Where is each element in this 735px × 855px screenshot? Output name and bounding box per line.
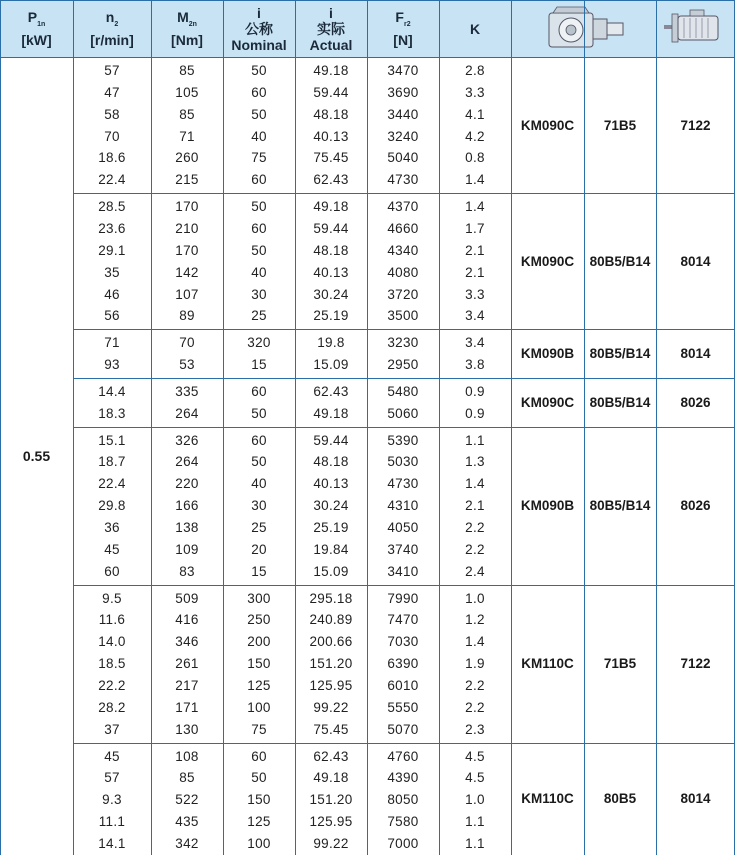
table-cell: 15.09: [313, 357, 349, 373]
gearbox-model: KM110C: [521, 791, 574, 807]
table-cell: 48.18: [313, 454, 349, 470]
table-cell: 23.6: [98, 220, 126, 236]
table-cell: 14.0: [98, 634, 126, 650]
group-divider: [511, 585, 735, 586]
table-cell: 2.2: [465, 677, 485, 693]
table-cell: 2950: [387, 357, 419, 373]
motor-flange: 71B5: [603, 656, 637, 672]
table-cell: 46: [104, 286, 120, 302]
table-cell: 2.1: [465, 264, 485, 280]
table-cell: 4310: [387, 498, 419, 514]
table-cell: 4730: [387, 476, 419, 492]
motor-code: 7122: [680, 117, 711, 133]
table-cell: 2.2: [465, 541, 485, 557]
motor-code: 7122: [680, 656, 711, 672]
table-cell: 6390: [387, 656, 419, 672]
table-cell: 40.13: [313, 128, 349, 144]
motor-code: 8026: [680, 394, 711, 410]
table-cell: 9.5: [102, 590, 122, 606]
table-cell: 5030: [387, 454, 419, 470]
table-cell: 18.5: [98, 656, 126, 672]
gearbox-model: KM090B: [520, 498, 575, 514]
motor-code: 8014: [680, 253, 711, 269]
table-cell: 4370: [387, 199, 419, 215]
table-cell: 57: [104, 770, 120, 786]
table-cell: 171: [175, 699, 199, 715]
group-divider: [511, 743, 735, 744]
table-cell: 166: [175, 498, 199, 514]
motor-code: 8014: [680, 346, 711, 362]
motor-flange: 71B5: [603, 117, 637, 133]
table-cell: 71: [104, 335, 120, 351]
column-divider: [0, 0, 1, 855]
table-cell: 125.95: [309, 814, 353, 830]
table-cell: 56: [104, 308, 120, 324]
table-cell: 29.1: [98, 242, 126, 258]
column-divider: [151, 0, 152, 855]
table-cell: 3410: [387, 563, 419, 579]
table-cell: 220: [175, 476, 199, 492]
table-cell: 320: [247, 335, 271, 351]
table-cell: 15.09: [313, 563, 349, 579]
table-cell: 109: [175, 541, 199, 557]
table-cell: 264: [175, 405, 199, 421]
table-cell: 25.19: [313, 520, 349, 535]
gearbox-model: KM090B: [520, 346, 575, 362]
table-cell: 6010: [387, 677, 419, 693]
table-cell: 22.2: [98, 677, 126, 693]
group-divider: [511, 378, 735, 379]
table-cell: 342: [175, 835, 199, 851]
column-divider: [295, 0, 296, 855]
header-output-speed: $n_2$ [r/min]: [90, 8, 134, 49]
table-cell: 2.2: [465, 699, 485, 715]
table-cell: 3.3: [465, 84, 485, 100]
table-cell: 50: [251, 242, 267, 258]
table-cell: 7580: [387, 814, 419, 830]
table-cell: 3440: [387, 106, 419, 122]
table-cell: 37: [104, 721, 120, 737]
table-cell: 1.4: [465, 199, 485, 215]
table-cell: 210: [175, 220, 199, 236]
table-cell: 75: [251, 721, 267, 737]
table-cell: 150: [247, 656, 271, 672]
table-cell: 50: [251, 454, 267, 470]
column-divider: [511, 0, 512, 855]
table-cell: 75: [251, 150, 267, 166]
table-cell: 40: [251, 128, 267, 144]
table-cell: 49.18: [313, 770, 349, 786]
table-cell: 1.0: [465, 590, 485, 606]
motor-flange: 80B5: [603, 791, 637, 807]
header-output-torque: $M_{2n}$ [Nm]: [171, 8, 203, 49]
gearbox-model: KM110C: [521, 656, 574, 672]
table-cell: 4340: [387, 242, 419, 258]
table-cell: 7000: [387, 835, 419, 851]
table-cell: 100: [247, 835, 271, 851]
table-cell: 85: [179, 106, 195, 122]
table-cell: 5040: [387, 150, 419, 166]
table-cell: 3.8: [465, 357, 485, 373]
table-cell: 5390: [387, 432, 419, 448]
table-cell: 2.3: [465, 721, 485, 737]
table-cell: 22.4: [98, 172, 126, 188]
table-cell: 3720: [387, 286, 419, 302]
power-value: 0.55: [22, 448, 51, 464]
table-cell: 25: [251, 520, 267, 535]
group-divider: [73, 427, 511, 428]
table-cell: 3.4: [465, 335, 485, 351]
table-cell: 4660: [387, 220, 419, 236]
table-cell: 1.3: [465, 454, 485, 470]
motor-flange: 80B5/B14: [589, 346, 651, 362]
table-cell: 142: [175, 264, 199, 280]
table-cell: 3.3: [465, 286, 485, 302]
table-cell: 99.22: [313, 835, 349, 851]
table-cell: 30: [251, 286, 267, 302]
table-cell: 30: [251, 498, 267, 514]
table-cell: 75.45: [313, 150, 349, 166]
table-cell: 60: [251, 748, 267, 764]
table-cell: 1.2: [465, 612, 485, 628]
table-cell: 40: [251, 264, 267, 280]
table-cell: 59.44: [313, 84, 349, 100]
column-divider: [367, 0, 368, 855]
table-cell: 22.4: [98, 476, 126, 492]
table-cell: 11.1: [98, 814, 126, 830]
gearbox-model: KM090C: [520, 253, 575, 269]
table-cell: 4050: [387, 520, 419, 535]
table-cell: 138: [175, 520, 199, 535]
table-cell: 40: [251, 476, 267, 492]
table-cell: 2.4: [465, 563, 485, 579]
group-divider: [511, 427, 735, 428]
table-cell: 25.19: [313, 308, 349, 324]
table-cell: 1.7: [465, 220, 485, 236]
table-cell: 260: [175, 150, 199, 166]
table-cell: 125: [247, 814, 271, 830]
table-cell: 5070: [387, 721, 419, 737]
header-radial-load: $F_{r2}$ [N]: [393, 8, 413, 49]
table-cell: 0.9: [465, 405, 485, 421]
table-cell: 62.43: [313, 748, 349, 764]
table-cell: 509: [175, 590, 199, 606]
table-cell: 217: [175, 677, 199, 693]
table-cell: 9.3: [102, 792, 122, 808]
table-cell: 29.8: [98, 498, 126, 514]
group-divider: [511, 193, 735, 194]
table-cell: 30.24: [313, 498, 349, 514]
motor-code: 8014: [680, 791, 711, 807]
table-cell: 8050: [387, 792, 419, 808]
table-cell: 3.4: [465, 308, 485, 324]
table-cell: 45: [104, 748, 120, 764]
table-cell: 11.6: [98, 612, 126, 628]
table-cell: 4.5: [465, 748, 485, 764]
motor-code: 8026: [680, 498, 711, 514]
motor-flange: 80B5/B14: [589, 394, 651, 410]
table-cell: 5550: [387, 699, 419, 715]
table-cell: 83: [179, 563, 195, 579]
table-cell: 107: [175, 286, 199, 302]
table-cell: 25: [251, 308, 267, 324]
table-cell: 53: [179, 357, 195, 373]
table-cell: 49.18: [313, 405, 349, 421]
table-cell: 47: [104, 84, 120, 100]
table-cell: 105: [175, 84, 199, 100]
table-cell: 3240: [387, 128, 419, 144]
table-cell: 89: [179, 308, 195, 324]
group-divider: [73, 378, 511, 379]
table-cell: 28.2: [98, 699, 126, 715]
table-cell: 3500: [387, 308, 419, 324]
table-cell: 60: [251, 220, 267, 236]
table-cell: 3740: [387, 541, 419, 557]
table-cell: 49.18: [313, 63, 349, 78]
table-cell: 71: [179, 128, 195, 144]
table-cell: 215: [175, 172, 199, 188]
table-cell: 62.43: [313, 172, 349, 188]
table-cell: 36: [104, 520, 120, 535]
table-cell: 50: [251, 770, 267, 786]
table-cell: 35: [104, 264, 120, 280]
table-cell: 7990: [387, 590, 419, 606]
table-cell: 1.4: [465, 476, 485, 492]
table-cell: 151.20: [309, 656, 353, 672]
table-cell: 19.8: [317, 335, 345, 351]
motor-flange: 80B5/B14: [589, 498, 651, 514]
table-cell: 3690: [387, 84, 419, 100]
table-cell: 70: [104, 128, 120, 144]
motor-flange: 80B5/B14: [589, 253, 651, 269]
table-cell: 522: [175, 792, 199, 808]
table-cell: 50: [251, 63, 267, 78]
table-cell: 3230: [387, 335, 419, 351]
column-divider: [73, 0, 74, 855]
table-cell: 416: [175, 612, 199, 628]
table-cell: 300: [247, 590, 271, 606]
table-cell: 170: [175, 199, 199, 215]
table-cell: 1.9: [465, 656, 485, 672]
table-cell: 18.7: [98, 454, 126, 470]
table-cell: 14.1: [98, 835, 126, 851]
table-cell: 15.1: [98, 432, 126, 448]
table-cell: 60: [251, 383, 267, 399]
table-cell: 150: [247, 792, 271, 808]
gearbox-model: KM090C: [520, 117, 575, 133]
table-cell: 1.4: [465, 172, 485, 188]
table-cell: 0.8: [465, 150, 485, 166]
table-cell: 15: [251, 357, 267, 373]
table-cell: 108: [175, 748, 199, 764]
header-power: $P_{1n}$ [kW]: [21, 8, 52, 49]
group-divider: [511, 329, 735, 330]
table-cell: 7030: [387, 634, 419, 650]
table-cell: 50: [251, 106, 267, 122]
table-cell: 346: [175, 634, 199, 650]
table-cell: 18.6: [98, 150, 126, 166]
table-cell: 1.0: [465, 792, 485, 808]
table-cell: 60: [251, 84, 267, 100]
table-cell: 1.1: [465, 432, 485, 448]
table-cell: 60: [251, 432, 267, 448]
table-cell: 4760: [387, 748, 419, 764]
table-cell: 48.18: [313, 242, 349, 258]
table-cell: 200: [247, 634, 271, 650]
table-cell: 1.4: [465, 634, 485, 650]
table-cell: 1.1: [465, 835, 485, 851]
table-cell: 14.4: [98, 383, 126, 399]
table-cell: 20: [251, 541, 267, 557]
gearbox-model: KM090C: [520, 394, 575, 410]
table-cell: 28.5: [98, 199, 126, 215]
table-cell: 2.2: [465, 520, 485, 535]
group-divider: [73, 329, 511, 330]
worm-gearbox-icon: [515, 4, 651, 52]
table-cell: 60: [251, 172, 267, 188]
table-cell: 62.43: [313, 383, 349, 399]
table-cell: 40.13: [313, 264, 349, 280]
table-cell: 2.1: [465, 498, 485, 514]
group-divider: [73, 743, 511, 744]
column-divider: [584, 0, 585, 855]
table-cell: 125.95: [309, 677, 353, 693]
table-cell: 0.9: [465, 383, 485, 399]
electric-motor-icon: [658, 4, 730, 52]
table-cell: 59.44: [313, 220, 349, 236]
table-cell: 57: [104, 63, 120, 78]
table-cell: 200.66: [309, 634, 353, 650]
table-cell: 2.8: [465, 63, 485, 78]
table-cell: 7470: [387, 612, 419, 628]
table-cell: 45: [104, 541, 120, 557]
table-cell: 5480: [387, 383, 419, 399]
table-cell: 4.5: [465, 770, 485, 786]
column-divider: [439, 0, 440, 855]
table-cell: 58: [104, 106, 120, 122]
table-cell: 3470: [387, 63, 419, 78]
table-cell: 49.18: [313, 199, 349, 215]
table-cell: 40.13: [313, 476, 349, 492]
table-cell: 50: [251, 199, 267, 215]
table-cell: 250: [247, 612, 271, 628]
table-cell: 70: [179, 335, 195, 351]
table-cell: 151.20: [309, 792, 353, 808]
table-cell: 19.84: [313, 541, 349, 557]
table-cell: 100: [247, 699, 271, 715]
table-cell: 2.1: [465, 242, 485, 258]
table-cell: 326: [175, 432, 199, 448]
table-cell: 4.2: [465, 128, 485, 144]
table-cell: 4730: [387, 172, 419, 188]
table-cell: 15: [251, 563, 267, 579]
table-cell: 50: [251, 405, 267, 421]
header-ratio-nominal: i 公称 Nominal: [231, 4, 287, 53]
table-cell: 435: [175, 814, 199, 830]
header-service-factor: K: [469, 20, 481, 37]
table-cell: 99.22: [313, 699, 349, 715]
group-divider: [73, 193, 511, 194]
table-cell: 93: [104, 357, 120, 373]
table-cell: 240.89: [309, 612, 353, 628]
table-cell: 264: [175, 454, 199, 470]
table-cell: 4.1: [465, 106, 485, 122]
table-cell: 30.24: [313, 286, 349, 302]
table-cell: 75.45: [313, 721, 349, 737]
table-cell: 59.44: [313, 432, 349, 448]
table-cell: 261: [175, 656, 199, 672]
header-ratio-actual: i 实际 Actual: [309, 4, 353, 53]
table-cell: 85: [179, 63, 195, 78]
table-cell: 1.1: [465, 814, 485, 830]
table-cell: 60: [104, 563, 120, 579]
table-cell: 335: [175, 383, 199, 399]
table-cell: 5060: [387, 405, 419, 421]
group-divider: [73, 585, 511, 586]
table-cell: 4390: [387, 770, 419, 786]
table-cell: 4080: [387, 264, 419, 280]
table-cell: 295.18: [309, 590, 353, 606]
table-cell: 170: [175, 242, 199, 258]
table-cell: 85: [179, 770, 195, 786]
table-cell: 130: [175, 721, 199, 737]
table-cell: 48.18: [313, 106, 349, 122]
table-cell: 18.3: [98, 405, 126, 421]
column-divider: [223, 0, 224, 855]
column-divider: [656, 0, 657, 855]
table-cell: 125: [247, 677, 271, 693]
